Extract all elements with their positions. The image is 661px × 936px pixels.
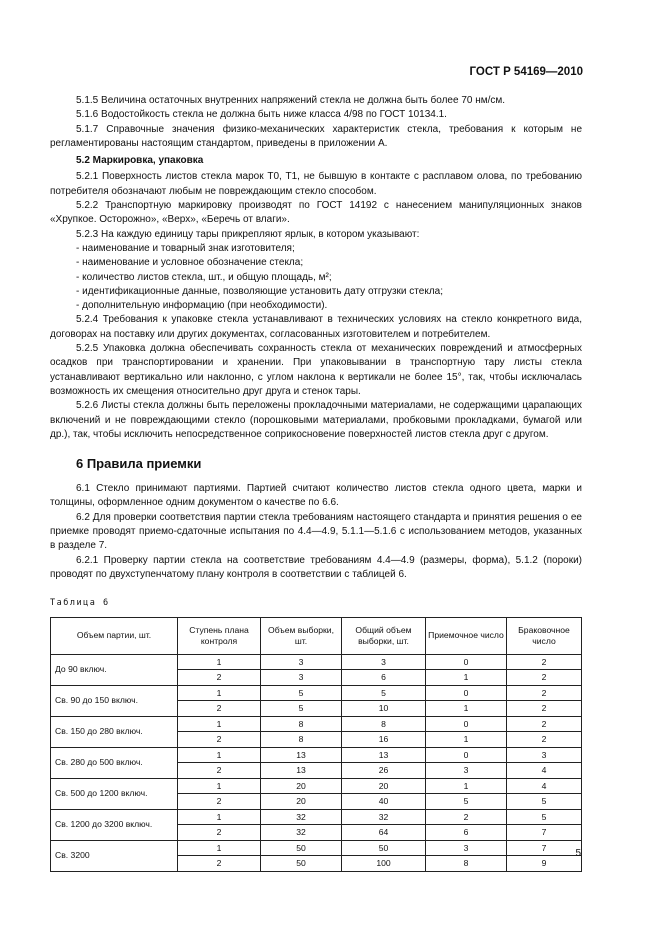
table-cell: 1: [178, 654, 261, 670]
table-body: [51, 654, 582, 871]
table-cell: 3: [342, 654, 426, 670]
table-cell: 20: [261, 778, 342, 794]
table-cell: 9: [507, 856, 582, 872]
table-cell: 2: [507, 685, 582, 701]
table-cell: 2: [507, 701, 582, 717]
table-cell: 5: [426, 794, 507, 810]
table-cell: 32: [261, 825, 342, 841]
table-cell: 1: [178, 778, 261, 794]
table-cell: 1: [426, 701, 507, 717]
table-row: [51, 840, 582, 856]
table-cell: 20: [261, 794, 342, 810]
paragraph: 5.2.3 На каждую единицу тары прикрепляют ярлык, в котором указывают:: [76, 228, 420, 240]
paragraph: - идентификационные данные, позволяющие установить дату отгрузки стекла;: [76, 285, 443, 297]
document-header: ГОСТ Р 54169—2010: [469, 66, 583, 78]
table-cell: 3: [507, 747, 582, 763]
lot-size-cell: Св. 280 до 500 включ.: [51, 747, 178, 778]
table-cell: 8: [426, 856, 507, 872]
table-cell: 3: [261, 654, 342, 670]
table-row: [51, 716, 582, 732]
table-cell: 100: [342, 856, 426, 872]
table-cell: 64: [342, 825, 426, 841]
table-caption: Таблица 6: [50, 598, 110, 609]
table-cell: 2: [507, 716, 582, 732]
table-cell: 5: [342, 685, 426, 701]
table-cell: 50: [261, 840, 342, 856]
table-cell: 8: [342, 716, 426, 732]
table-cell: 0: [426, 654, 507, 670]
paragraph: - наименование и условное обозначение стекла;: [76, 257, 304, 269]
paragraph: 5.2.5 Упаковка должна обеспечивать сохранность стекла от механических повреждений и атмосферных осадков при транспортировании и хранении. При упаковывании в транспортную тару листы стекла устанавливают вертикально или наклонно, с углом наклона к вертикали не более 15°, так, чтобы исключалась возможность их смещения относительно друг друга и стенок тары.: [50, 343, 582, 397]
table-cell: 3: [426, 840, 507, 856]
table-cell: 16: [342, 732, 426, 748]
table-cell: 2: [507, 732, 582, 748]
table-cell: 6: [342, 670, 426, 686]
table-cell: 2: [178, 763, 261, 779]
section-6-title: 6 Правила приемки: [76, 456, 202, 472]
table-cell: 1: [426, 732, 507, 748]
lot-size-cell: Св. 500 до 1200 включ.: [51, 778, 178, 809]
paragraph: - количество листов стекла, шт., и общую площадь, м²;: [76, 271, 332, 283]
table-row: [51, 654, 582, 670]
table-cell: 50: [261, 856, 342, 872]
table-cell: 3: [426, 763, 507, 779]
table-cell: 13: [261, 747, 342, 763]
paragraph: 6.2.1 Проверку партии стекла на соответствие требованиям 4.4—4.9 (размеры, форма), 5.1.2 (пороки) проводят по двухступенчатому плану контроля в соответствии с таблицей 6.: [50, 554, 582, 580]
table-cell: 7: [507, 825, 582, 841]
table-cell: 3: [261, 670, 342, 686]
paragraph: 5.2.6 Листы стекла должны быть переложены прокладочными материалами, не содержащими царапающих включений и не повреждающими стекло (порошковыми материалами, пробковыми прокладками, бумагой или др.), так, чтобы исключить непосредственное соприкосновение поверхностей листов стекла друг с другом.: [50, 400, 582, 440]
table-cell: 6: [426, 825, 507, 841]
paragraph: 5.2.2 Транспортную маркировку производят по ГОСТ 14192 с нанесением манипуляционных знаков «Хрупкое. Осторожно», «Верх», «Беречь от влаги».: [50, 200, 582, 226]
table-cell: 2: [178, 825, 261, 841]
table-cell: 4: [507, 778, 582, 794]
paragraphs-5-2: [50, 170, 582, 442]
table-cell: 5: [507, 794, 582, 810]
table-cell: 5: [261, 685, 342, 701]
table-cell: 8: [261, 716, 342, 732]
table-cell: 7: [507, 840, 582, 856]
table-cell: 0: [426, 747, 507, 763]
table-row: [51, 778, 582, 794]
table-cell: 8: [261, 732, 342, 748]
table-cell: 26: [342, 763, 426, 779]
lot-size-cell: Св. 150 до 280 включ.: [51, 716, 178, 747]
table-cell: 50: [342, 840, 426, 856]
table-cell: 1: [426, 778, 507, 794]
table-cell: 2: [426, 809, 507, 825]
table-cell: 20: [342, 778, 426, 794]
paragraph: - наименование и товарный знак изготовителя;: [76, 242, 295, 254]
lot-size-cell: До 90 включ.: [51, 654, 178, 685]
paragraph: 6.2 Для проверки соответствия партии стекла требованиям настоящего стандарта и принятия решения о ее приемке проводят приемо-сдаточные испытания по 4.4—4.9, 5.1.1—5.1.6 с использованием методов, указанных в разделе 7.: [50, 511, 582, 552]
table-cell: 1: [178, 809, 261, 825]
table-cell: 2: [178, 670, 261, 686]
col-header-accept: Приемочное число: [426, 617, 507, 654]
table-cell: 0: [426, 716, 507, 732]
paragraphs-5-1: [50, 94, 582, 151]
paragraph: 6.1 Стекло принимают партиями. Партией считают количество листов стекла одного цвета, марки и толщины, оформленное одним документом о качестве по 6.6.: [50, 483, 582, 509]
lot-size-cell: Св. 3200: [51, 840, 178, 871]
subsection-5-2-title: 5.2 Маркировка, упаковка: [76, 155, 204, 167]
table-header-row: [51, 617, 582, 654]
paragraph: 5.2.4 Требования к упаковке стекла устанавливают в технических условиях на стекло конкретного вида, договорах на поставку или других документах, согласованных изготовителем и потребителем.: [50, 314, 582, 340]
table-cell: 32: [342, 809, 426, 825]
page-number: 5: [575, 848, 581, 859]
table-cell: 5: [507, 809, 582, 825]
table-cell: 1: [178, 747, 261, 763]
paragraphs-6: [50, 482, 582, 582]
table-6: [50, 617, 582, 872]
table-cell: 32: [261, 809, 342, 825]
table-cell: 2: [178, 794, 261, 810]
table-cell: 1: [178, 716, 261, 732]
table-cell: 0: [426, 685, 507, 701]
col-header-lot: Объем партии, шт.: [51, 617, 178, 654]
paragraph: 5.1.5 Величина остаточных внутренних напряжений стекла не должна быть более 70 нм/см.: [76, 95, 506, 106]
lot-size-cell: Св. 90 до 150 включ.: [51, 685, 178, 716]
table-cell: 1: [426, 670, 507, 686]
table-cell: 1: [178, 685, 261, 701]
col-header-stage: Ступень плана контроля: [178, 617, 261, 654]
document-body: [50, 94, 582, 872]
table-cell: 13: [261, 763, 342, 779]
col-header-reject: Браковочное число: [507, 617, 582, 654]
table-cell: 40: [342, 794, 426, 810]
col-header-total-sample: Общий объем выборки, шт.: [342, 617, 426, 654]
table-cell: 2: [178, 701, 261, 717]
table-row: [51, 685, 582, 701]
table-row: [51, 809, 582, 825]
table-cell: 1: [178, 840, 261, 856]
table-cell: 2: [507, 670, 582, 686]
table-cell: 13: [342, 747, 426, 763]
col-header-sample: Объем выборки, шт.: [261, 617, 342, 654]
table-row: [51, 747, 582, 763]
table-cell: 5: [261, 701, 342, 717]
table-cell: 10: [342, 701, 426, 717]
paragraph: 5.1.6 Водостойкость стекла не должна быть ниже класса 4/98 по ГОСТ 10134.1.: [76, 109, 447, 121]
paragraph: 5.1.7 Справочные значения физико-механических характеристик стекла, требования к которым не регламентированы настоящим стандартом, приведены в приложении А.: [50, 123, 582, 149]
table-cell: 2: [178, 732, 261, 748]
table-cell: 2: [507, 654, 582, 670]
table-cell: 2: [178, 856, 261, 872]
paragraph: - дополнительную информацию (при необходимости).: [76, 300, 328, 312]
table-cell: 4: [507, 763, 582, 779]
paragraph: 5.2.1 Поверхность листов стекла марок Т0, Т1, не бывшую в контакте с расплавом олова, по требованию потребителя обозначают любым не повреждающим стекло способом.: [50, 171, 582, 197]
lot-size-cell: Св. 1200 до 3200 включ.: [51, 809, 178, 840]
